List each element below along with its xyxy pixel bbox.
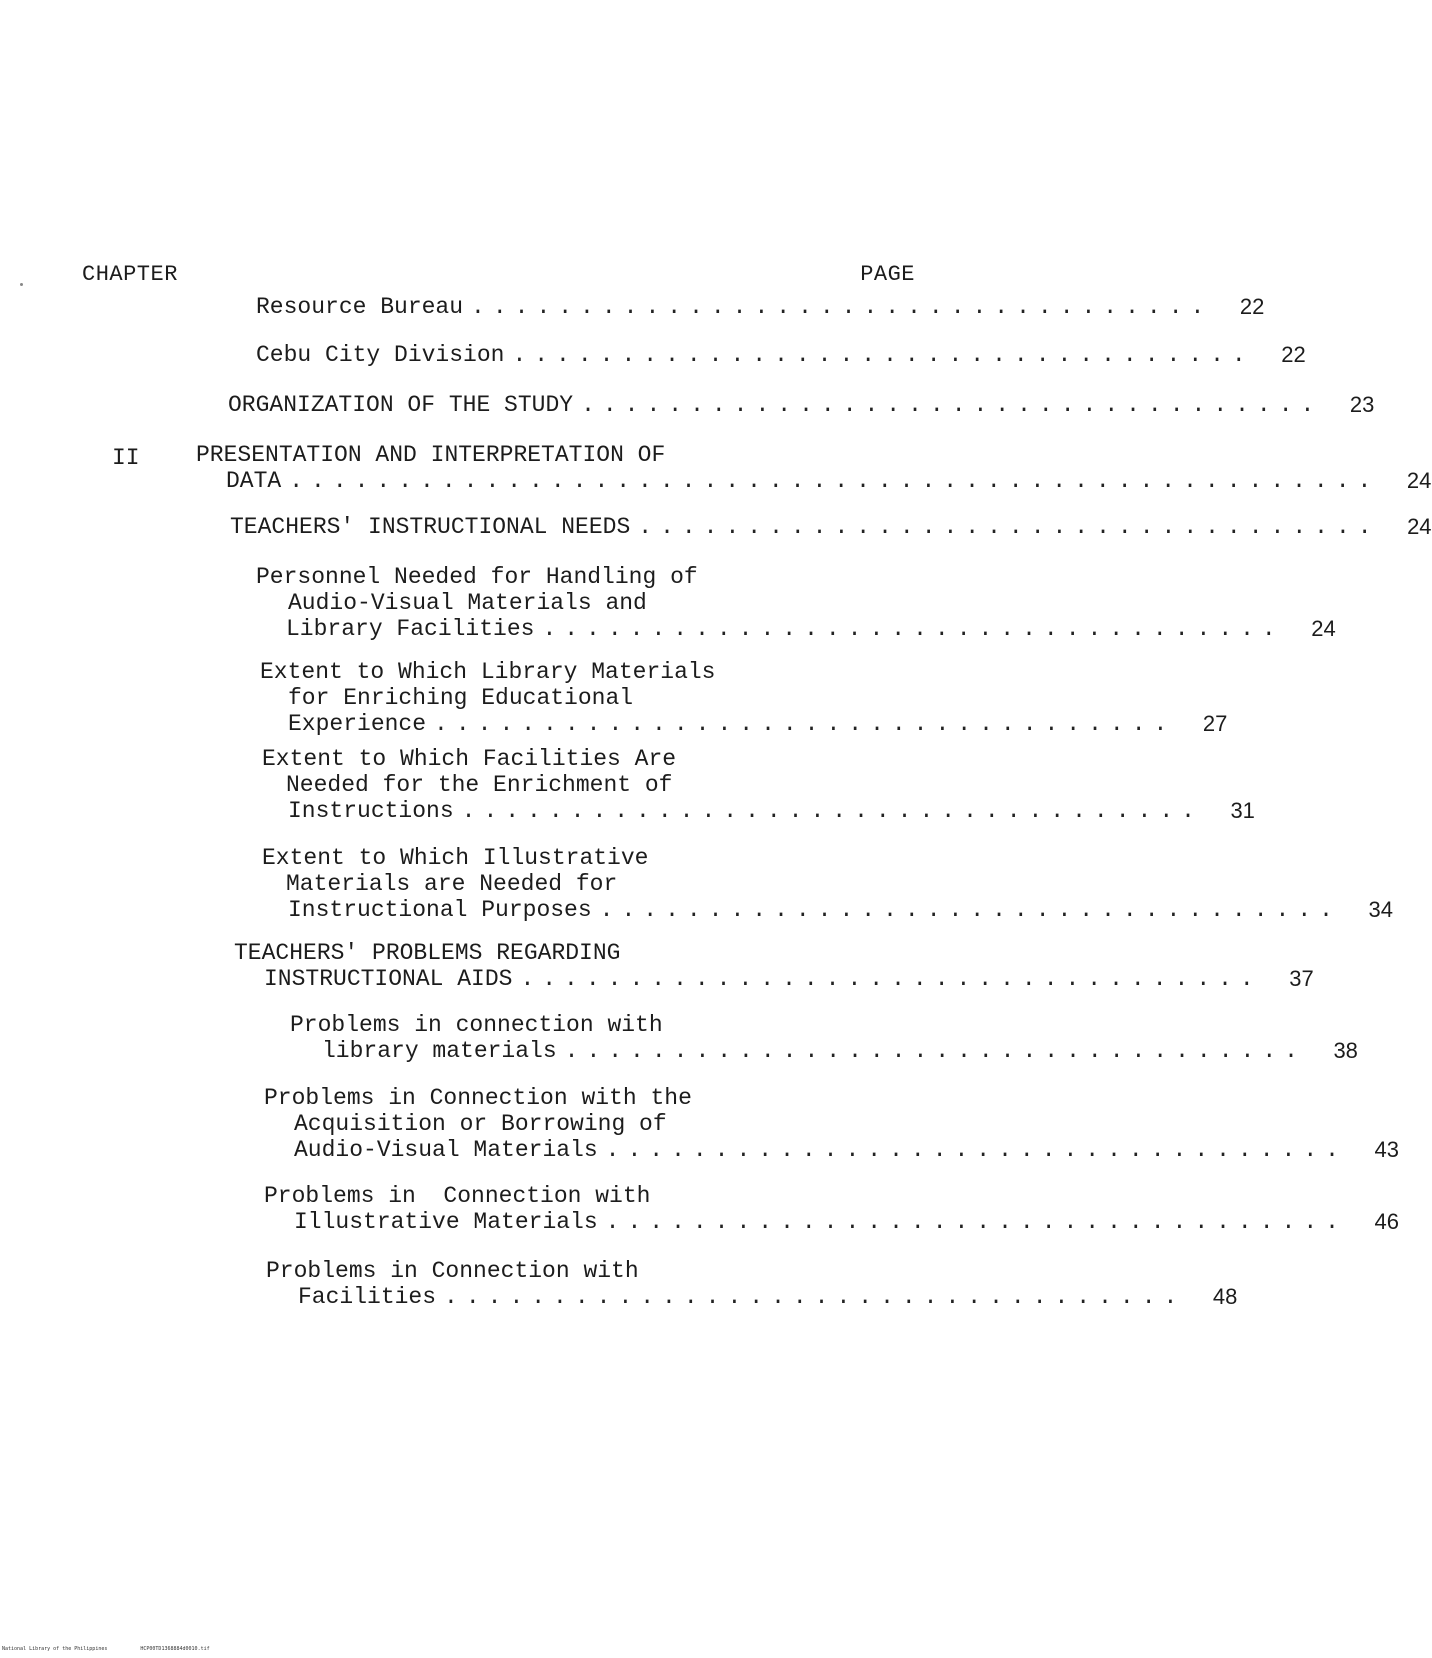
dot-leader: .................................. [605, 1137, 1347, 1163]
toc-page-number: 48 [1212, 1284, 1238, 1309]
dot-leader: .................................. [599, 897, 1341, 923]
toc-entry-title: ORGANIZATION OF THE STUDY [228, 392, 574, 418]
toc-entry [262, 845, 1393, 923]
chapter-number: II [112, 445, 140, 471]
dot-leader: .................................. [520, 966, 1262, 992]
toc-entry-last-line [262, 897, 1393, 923]
toc-entry [256, 342, 1306, 368]
toc-entry [260, 659, 1228, 737]
toc-entry [230, 514, 1432, 540]
toc-page-number: 22 [1281, 342, 1306, 367]
toc-page-number: 24 [1311, 616, 1336, 641]
dot-leader: .................................. [581, 392, 1323, 418]
toc-page-number: 22 [1239, 294, 1265, 319]
toc-entry-line: Needed for the Enrichment of [286, 772, 673, 798]
toc-entry-last-line [290, 1038, 1358, 1064]
toc-entry-line: Extent to Which Library Materials [260, 659, 716, 685]
toc-entry [266, 1258, 1238, 1310]
toc-entry-last-line [260, 711, 1228, 737]
toc-entry [264, 1085, 1399, 1163]
toc-entry-title: DATA [226, 468, 282, 494]
toc-entry-last-line [256, 294, 1265, 320]
toc-entry [256, 564, 1336, 642]
dot-leader: .................................. [461, 798, 1203, 824]
toc-entry-line: Problems in Connection with [266, 1258, 639, 1284]
toc-page-number: 38 [1333, 1038, 1358, 1063]
toc-entry-last-line [256, 342, 1306, 368]
toc-entry-line: Problems in connection with [290, 1012, 663, 1038]
toc-entry-line: Acquisition or Borrowing of [294, 1111, 667, 1137]
toc-entry-title: Cebu City Division [256, 342, 505, 368]
toc-entry-line: Problems in Connection with [264, 1183, 651, 1209]
toc-entry [196, 442, 1432, 494]
toc-page-number: 46 [1374, 1209, 1399, 1234]
toc-entry [234, 940, 1314, 992]
toc-entry-last-line [234, 966, 1314, 992]
dot-leader: .................................................. [289, 468, 1380, 494]
toc-entry-last-line [264, 1137, 1399, 1163]
toc-entry-last-line [196, 468, 1432, 494]
toc-entry-title: Illustrative Materials [294, 1209, 598, 1235]
scan-speck [20, 283, 23, 286]
dot-leader: .................................. [638, 514, 1380, 540]
toc-page-number: 43 [1374, 1137, 1399, 1162]
scan-footer [2, 1646, 240, 1652]
toc-entry-title: TEACHERS' INSTRUCTIONAL NEEDS [230, 514, 631, 540]
toc-entry [264, 1183, 1399, 1235]
footer-library: National Library of the Philippines [2, 1646, 108, 1652]
toc-page-number: 37 [1289, 966, 1314, 991]
toc-entry-last-line [262, 798, 1255, 824]
toc-entry-line: for Enriching Educational [288, 685, 634, 711]
toc-entry-line: Materials are Needed for [286, 871, 618, 897]
toc-page-number: 31 [1230, 798, 1255, 823]
toc-entry-line: Extent to Which Illustrative [262, 845, 649, 871]
toc-entry-line: Audio-Visual Materials and [288, 590, 647, 616]
toc-entry-last-line [228, 392, 1375, 418]
toc-entry-title: Instructions [288, 798, 454, 824]
toc-entry [256, 294, 1265, 320]
footer-file-id: HCP00TD1368884d0010.tif [140, 1646, 210, 1652]
toc-page-number: 24 [1406, 468, 1432, 493]
toc-entry-last-line [264, 1209, 1399, 1235]
toc-page-number: 34 [1368, 897, 1393, 922]
page-column-header: PAGE [860, 262, 915, 287]
dot-leader: .................................. [444, 1284, 1186, 1310]
dot-leader: .................................. [512, 342, 1254, 368]
toc-entry-title: Instructional Purposes [288, 897, 592, 923]
toc-entry-title: INSTRUCTIONAL AIDS [264, 966, 513, 992]
toc-entry-line: Extent to Which Facilities Are [262, 746, 677, 772]
toc-entry-last-line [266, 1284, 1238, 1310]
toc-page-number: 24 [1407, 514, 1432, 539]
toc-entry-title: Resource Bureau [256, 294, 464, 320]
toc-entry-title: Library Facilities [286, 616, 535, 642]
toc-entry [262, 746, 1255, 824]
toc-entry [290, 1012, 1358, 1064]
dot-leader: .................................. [542, 616, 1284, 642]
chapter-column-header: CHAPTER [82, 262, 178, 287]
toc-entry [228, 392, 1375, 418]
toc-entry-title: Experience [288, 711, 427, 737]
dot-leader: .................................. [564, 1038, 1306, 1064]
toc-page-number: 27 [1202, 711, 1228, 736]
toc-entry-last-line [230, 514, 1432, 540]
dot-leader: .................................. [434, 711, 1176, 737]
toc-entry-title: library materials [322, 1038, 557, 1064]
toc-entry-title: Audio-Visual Materials [294, 1137, 598, 1163]
dot-leader: .................................. [471, 294, 1213, 320]
dot-leader: .................................. [605, 1209, 1347, 1235]
toc-entry-line: TEACHERS' PROBLEMS REGARDING [234, 940, 621, 966]
toc-entry-last-line [256, 616, 1336, 642]
toc-entry-line: Personnel Needed for Handling of [256, 564, 698, 590]
toc-entry-line: PRESENTATION AND INTERPRETATION OF [196, 442, 666, 468]
toc-page-number: 23 [1349, 392, 1375, 417]
toc-entry-line: Problems in Connection with the [264, 1085, 692, 1111]
toc-entry-title: Facilities [298, 1284, 437, 1310]
